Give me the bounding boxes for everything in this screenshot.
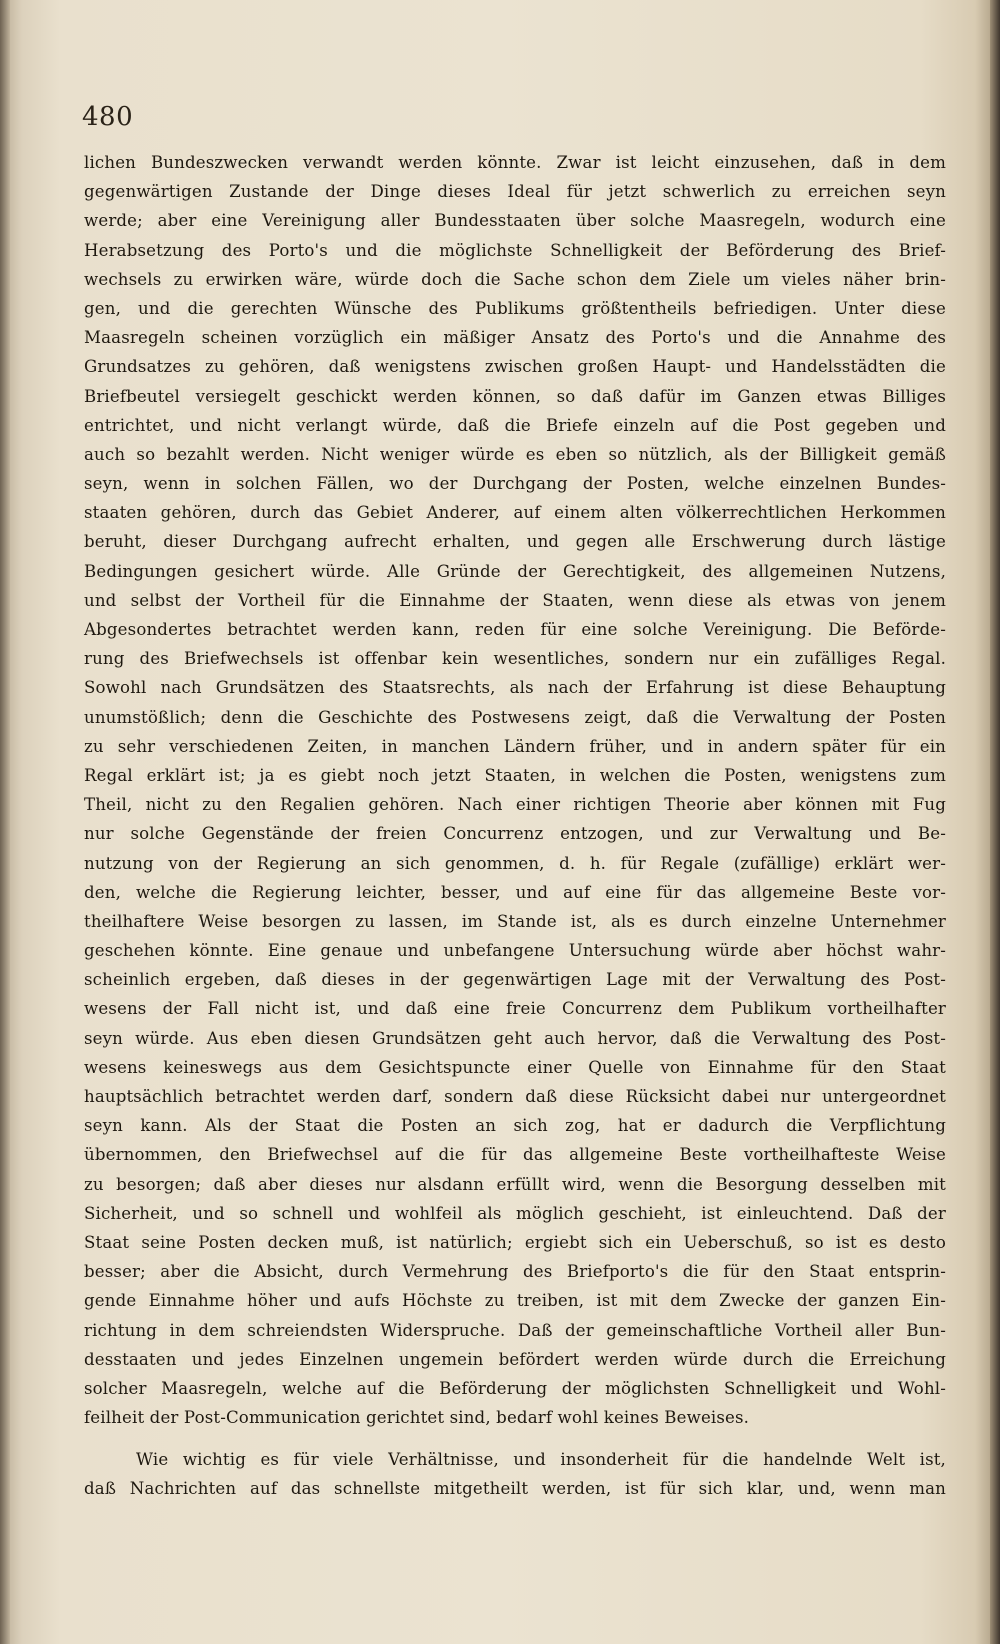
text-line: theilhaftere Weise besorgen zu lassen, im Stande ist, als es durch einzelne Unternehmer — [84, 911, 946, 931]
paragraph — [84, 148, 946, 1432]
text-line: Sowohl nach Grundsätzen des Staatsrechts, als nach der Erfahrung ist diese Behauptung — [84, 678, 946, 698]
text-line: Herabsetzung des Porto's und die möglichste Schnelligkeit der Beförderung des Brief- — [84, 240, 946, 260]
text-line: seyn kann. Als der Staat die Posten an sich zog, hat er dadurch die Verpflichtung — [84, 1116, 946, 1136]
text-line: Theil, nicht zu den Regalien gehören. Nach einer richtigen Theorie aber können mit Fug — [84, 795, 946, 815]
text-line: wesens keineswegs aus dem Gesichtspuncte einer Quelle von Einnahme für den Staat — [84, 1057, 946, 1077]
text-line: geschehen könnte. Eine genaue und unbefangene Untersuchung würde aber höchst wahr- — [84, 941, 946, 961]
text-line: rung des Briefwechsels ist offenbar kein wesentliches, sondern nur ein zufälliges Regal. — [84, 649, 946, 669]
text-line: werde; aber eine Vereinigung aller Bundesstaaten über solche Maasregeln, wodurch eine — [84, 211, 946, 231]
text-line: desstaaten und jedes Einzelnen ungemein befördert werden würde durch die Erreichung — [84, 1349, 946, 1369]
text-line: Wie wichtig es für viele Verhältnisse, und insonderheit für die handelnde Welt ist, — [136, 1450, 946, 1470]
text-line: seyn, wenn in solchen Fällen, wo der Durchgang der Posten, welche einzelnen Bundes- — [84, 474, 946, 494]
text-line: Maasregeln scheinen vorzüglich ein mäßiger Ansatz des Porto's und die Annahme des — [84, 328, 946, 348]
text-line: seyn würde. Aus eben diesen Grundsätzen geht auch hervor, daß die Verwaltung des Post- — [84, 1028, 946, 1048]
text-line: den, welche die Regierung leichter, besser, und auf eine für das allgemeine Beste vor- — [84, 882, 946, 902]
text-line: beruht, dieser Durchgang aufrecht erhalten, und gegen alle Erschwerung durch lästige — [84, 532, 946, 552]
text-line: Regal erklärt ist; ja es giebt noch jetzt Staaten, in welchen die Posten, wenigstens zum — [84, 765, 946, 785]
text-line: zu besorgen; daß aber dieses nur alsdann erfüllt wird, wenn die Besorgung desselben mit — [84, 1174, 946, 1194]
page-number: 480 — [82, 102, 134, 132]
text-line: daß Nachrichten auf das schnellste mitgetheilt werden, ist für sich klar, und, wenn man — [84, 1479, 946, 1499]
text-line: Grundsatzes zu gehören, daß wenigstens zwischen großen Haupt- und Handelsstädten die — [84, 357, 946, 377]
text-line: solcher Maasregeln, welche auf die Beförderung der möglichsten Schnelligkeit und Wohl- — [84, 1378, 946, 1398]
text-line: zu sehr verschiedenen Zeiten, in manchen Ländern früher, und in andern später für ein — [84, 736, 946, 756]
page-edge-shadow — [990, 0, 1000, 1644]
text-line: Bedingungen gesichert würde. Alle Gründe der Gerechtigkeit, des allgemeinen Nutzens, — [84, 561, 946, 581]
text-line: Briefbeutel versiegelt geschickt werden können, so daß dafür im Ganzen etwas Billiges — [84, 386, 946, 406]
text-line: Sicherheit, und so schnell und wohlfeil als möglich geschieht, ist einleuchtend. Daß der — [84, 1203, 946, 1223]
text-line: feilheit der Post-Communication gerichtet sind, bedarf wohl keines Beweises. — [84, 1408, 750, 1428]
paragraph-gap — [84, 1432, 946, 1445]
text-line: wechsels zu erwirken wäre, würde doch die Sache schon dem Ziele um vieles näher brin- — [84, 269, 946, 289]
text-line: und selbst der Vortheil für die Einnahme der Staaten, wenn diese als etwas von jenem — [84, 590, 946, 610]
text-line: unumstößlich; denn die Geschichte des Postwesens zeigt, daß die Verwaltung der Posten — [84, 707, 946, 727]
body-text — [84, 148, 946, 1504]
book-spine-shadow — [0, 0, 10, 1644]
paragraph — [84, 1445, 946, 1503]
text-line: auch so bezahlt werden. Nicht weniger würde es eben so nützlich, als der Billigkeit gemäß — [84, 444, 946, 464]
text-line: gen, und die gerechten Wünsche des Publikums größtentheils befriedigen. Unter diese — [84, 298, 946, 318]
text-line: übernommen, den Briefwechsel auf die für das allgemeine Beste vortheilhafteste Weise — [84, 1145, 946, 1165]
text-line: Staat seine Posten decken muß, ist natürlich; ergiebt sich ein Ueberschuß, so ist es desto — [84, 1232, 946, 1252]
text-line: wesens der Fall nicht ist, und daß eine freie Concurrenz dem Publikum vortheilhafter — [84, 999, 946, 1019]
text-line: gegenwärtigen Zustande der Dinge dieses Ideal für jetzt schwerlich zu erreichen seyn — [84, 182, 946, 202]
text-line: entrichtet, und nicht verlangt würde, daß die Briefe einzeln auf die Post gegeben und — [84, 415, 946, 435]
text-line: nur solche Gegenstände der freien Concurrenz entzogen, und zur Verwaltung und Be- — [84, 824, 946, 844]
text-line: Abgesondertes betrachtet werden kann, reden für eine solche Vereinigung. Die Beförde- — [84, 620, 946, 639]
text-line: lichen Bundeszwecken verwandt werden könnte. Zwar ist leicht einzusehen, daß in dem — [84, 153, 946, 172]
text-line: besser; aber die Absicht, durch Vermehrung des Briefporto's die für den Staat entsprin- — [84, 1262, 946, 1282]
text-line: hauptsächlich betrachtet werden darf, sondern daß diese Rücksicht dabei nur untergeordnet — [84, 1087, 946, 1106]
text-line: gende Einnahme höher und aufs Höchste zu treiben, ist mit dem Zwecke der ganzen Ein- — [84, 1291, 946, 1311]
text-line: staaten gehören, durch das Gebiet Anderer, auf einem alten völkerrechtlichen Herkommen — [84, 503, 946, 523]
text-line: richtung in dem schreiendsten Widerspruche. Daß der gemeinschaftliche Vortheil aller Bun- — [84, 1320, 946, 1340]
text-line: nutzung von der Regierung an sich genommen, d. h. für Regale (zufällige) erklärt wer- — [84, 853, 946, 873]
text-line: scheinlich ergeben, daß dieses in der gegenwärtigen Lage mit der Verwaltung des Post- — [84, 970, 946, 990]
